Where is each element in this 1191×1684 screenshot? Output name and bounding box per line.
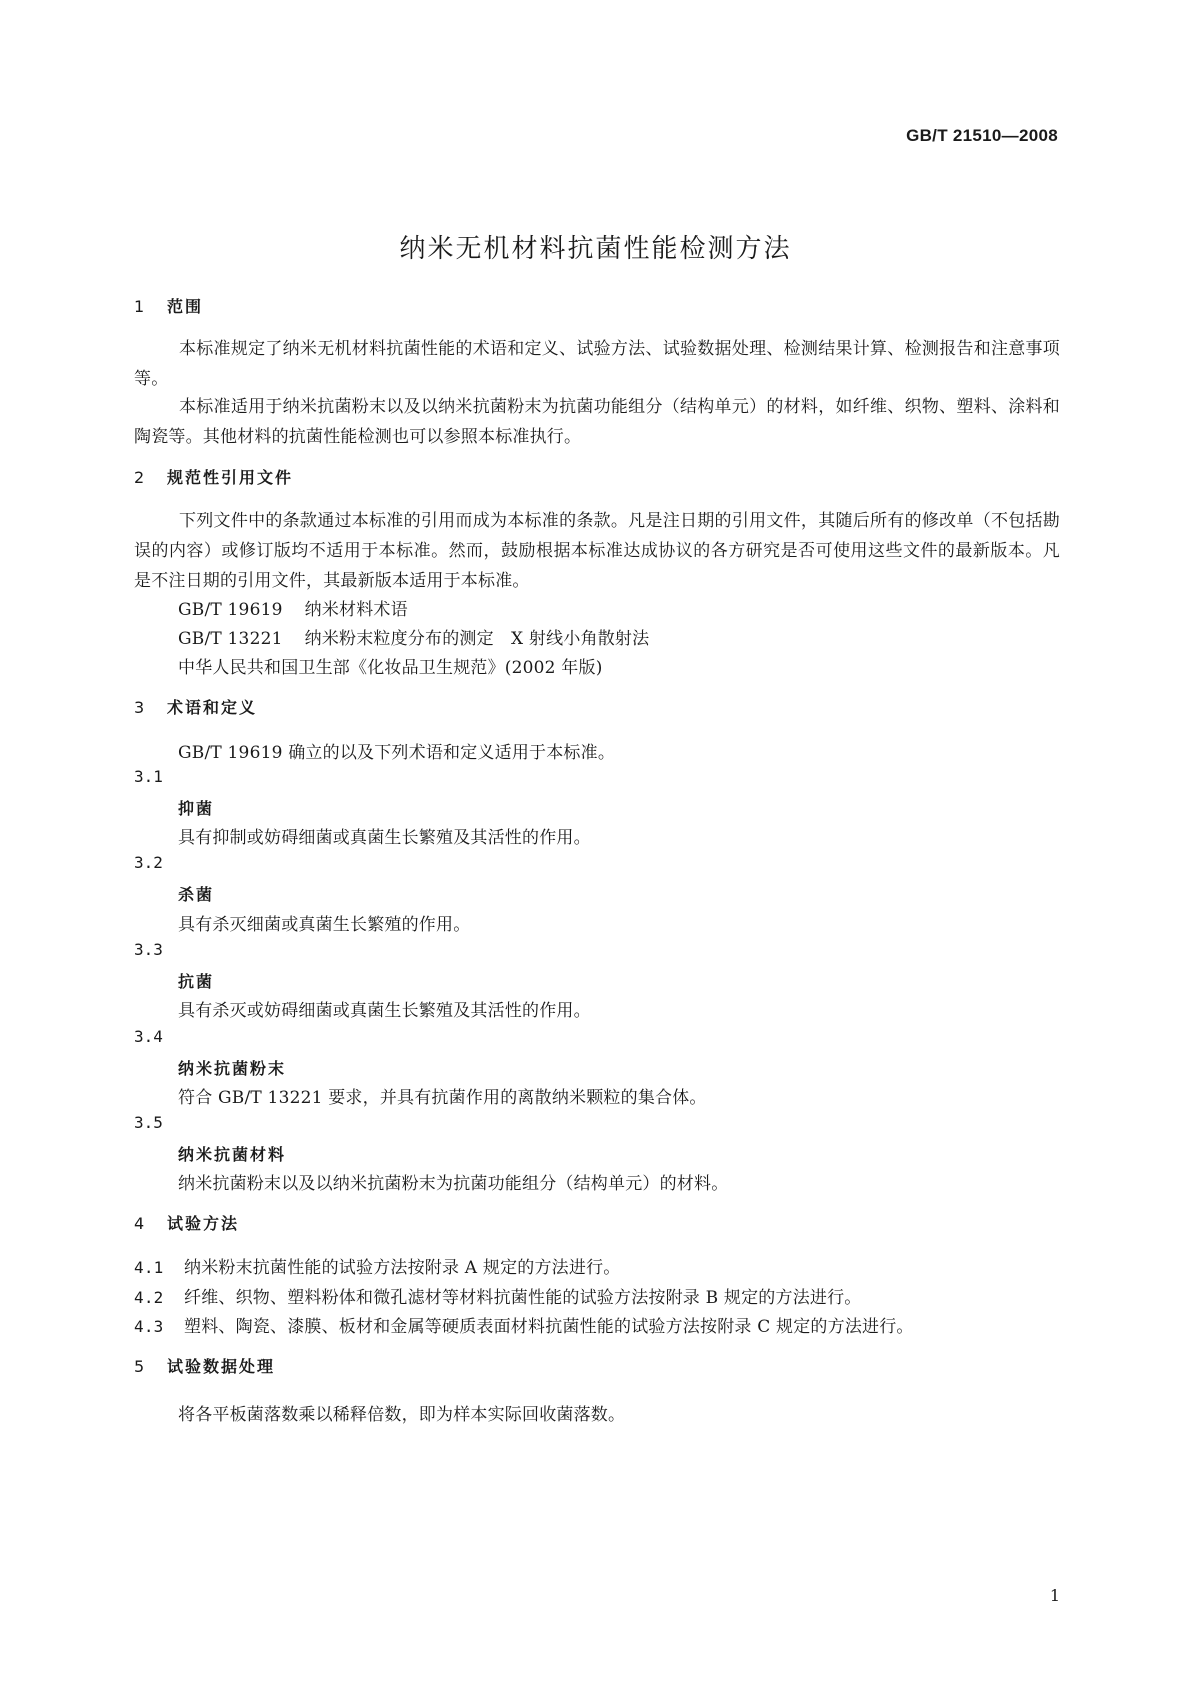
section-1-paragraph-2: 本标准适用于纳米抗菌粉末以及以纳米抗菌粉末为抗菌功能组分（结构单元）的材料，如纤维、织物、塑料、涂料和陶瓷等。其他材料的抗菌性能检测也可以参照本标准执行。 <box>134 397 1060 447</box>
section-title: 规范性引用文件 <box>167 468 294 487</box>
term-definition: 具有杀灭细菌或真菌生长繁殖的作用。 <box>178 915 471 935</box>
clause-text: 纤维、织物、塑料粉体和微孔滤材等材料抗菌性能的试验方法按附录 B 规定的方法进行。 <box>184 1288 862 1308</box>
term-number: 3.4 <box>134 1027 163 1046</box>
section-4-heading <box>134 1211 239 1234</box>
reference-2 <box>178 624 649 649</box>
section-5-paragraph-1: 将各平板菌落数乘以稀释倍数，即为样本实际回收菌落数。 <box>178 1405 626 1425</box>
page-number: 1 <box>1049 1586 1060 1605</box>
term-definition: 具有抑制或妨碍细菌或真菌生长繁殖及其活性的作用。 <box>178 828 591 848</box>
section-number: 1 <box>134 297 147 316</box>
reference-name: 纳米材料术语 <box>304 600 408 620</box>
clause-text: 塑料、陶瓷、漆膜、板材和金属等硬质表面材料抗菌性能的试验方法按附录 C 规定的方法进行。 <box>184 1317 914 1337</box>
section-5-heading <box>134 1354 275 1377</box>
section-number: 4 <box>134 1214 147 1233</box>
term-name: 抗菌 <box>178 972 215 991</box>
term-name: 杀菌 <box>178 885 215 904</box>
section-number: 3 <box>134 698 147 717</box>
reference-name: 纳米粉末粒度分布的测定 X 射线小角散射法 <box>304 629 650 649</box>
section-2-paragraph-1: 下列文件中的条款通过本标准的引用而成为本标准的条款。凡是注日期的引用文件，其随后所有的修改单（不包括勘误的内容）或修订版均不适用于本标准。然而，鼓励根据本标准达成协议的各方研究是否可使用这些文件的最新版本。凡是不注日期的引用文件，其最新版本适用于本标准。 <box>134 511 1060 591</box>
term-definition: 符合 GB/T 13221 要求，并具有抗菌作用的离散纳米颗粒的集合体。 <box>178 1088 707 1108</box>
section-1-paragraph-1: 本标准规定了纳米无机材料抗菌性能的术语和定义、试验方法、试验数据处理、检测结果计算、检测报告和注意事项等。 <box>134 339 1060 389</box>
term-number: 3.5 <box>134 1113 163 1132</box>
reference-3 <box>178 653 603 678</box>
term-number: 3.1 <box>134 767 163 786</box>
section-title: 术语和定义 <box>167 698 258 717</box>
term-number: 3.3 <box>134 940 163 959</box>
section-1-heading <box>134 294 203 317</box>
clause-number: 4.1 <box>134 1258 164 1277</box>
section-number: 5 <box>134 1357 147 1376</box>
section-title: 试验数据处理 <box>167 1357 276 1376</box>
section-title: 试验方法 <box>167 1214 240 1233</box>
standard-code: GB/T 21510—2008 <box>906 126 1058 145</box>
clause-number: 4.2 <box>134 1288 164 1307</box>
term-definition: 具有杀灭或妨碍细菌或真菌生长繁殖及其活性的作用。 <box>178 1001 591 1021</box>
term-number: 3.2 <box>134 853 163 872</box>
section-3-heading <box>134 695 257 718</box>
clause-number: 4.3 <box>134 1317 164 1336</box>
clause-4-2 <box>134 1283 862 1308</box>
term-name: 纳米抗菌材料 <box>178 1145 287 1164</box>
term-name: 抑菌 <box>178 799 215 818</box>
reference-code: GB/T 13221 <box>178 629 283 649</box>
section-3-intro: GB/T 19619 确立的以及下列术语和定义适用于本标准。 <box>178 743 616 763</box>
section-2-heading <box>134 465 293 488</box>
section-title: 范围 <box>167 297 204 316</box>
document-title: 纳米无机材料抗菌性能检测方法 <box>399 234 792 264</box>
term-definition: 纳米抗菌粉末以及以纳米抗菌粉末为抗菌功能组分（结构单元）的材料。 <box>178 1174 729 1194</box>
reference-1 <box>178 595 408 620</box>
reference-name: 中华人民共和国卫生部《化妆品卫生规范》(2002 年版) <box>178 658 603 678</box>
section-number: 2 <box>134 468 147 487</box>
clause-4-1 <box>134 1253 620 1278</box>
reference-code: GB/T 19619 <box>178 600 283 620</box>
clause-text: 纳米粉末抗菌性能的试验方法按附录 A 规定的方法进行。 <box>184 1258 621 1278</box>
clause-4-3 <box>134 1312 914 1337</box>
term-name: 纳米抗菌粉末 <box>178 1059 287 1078</box>
